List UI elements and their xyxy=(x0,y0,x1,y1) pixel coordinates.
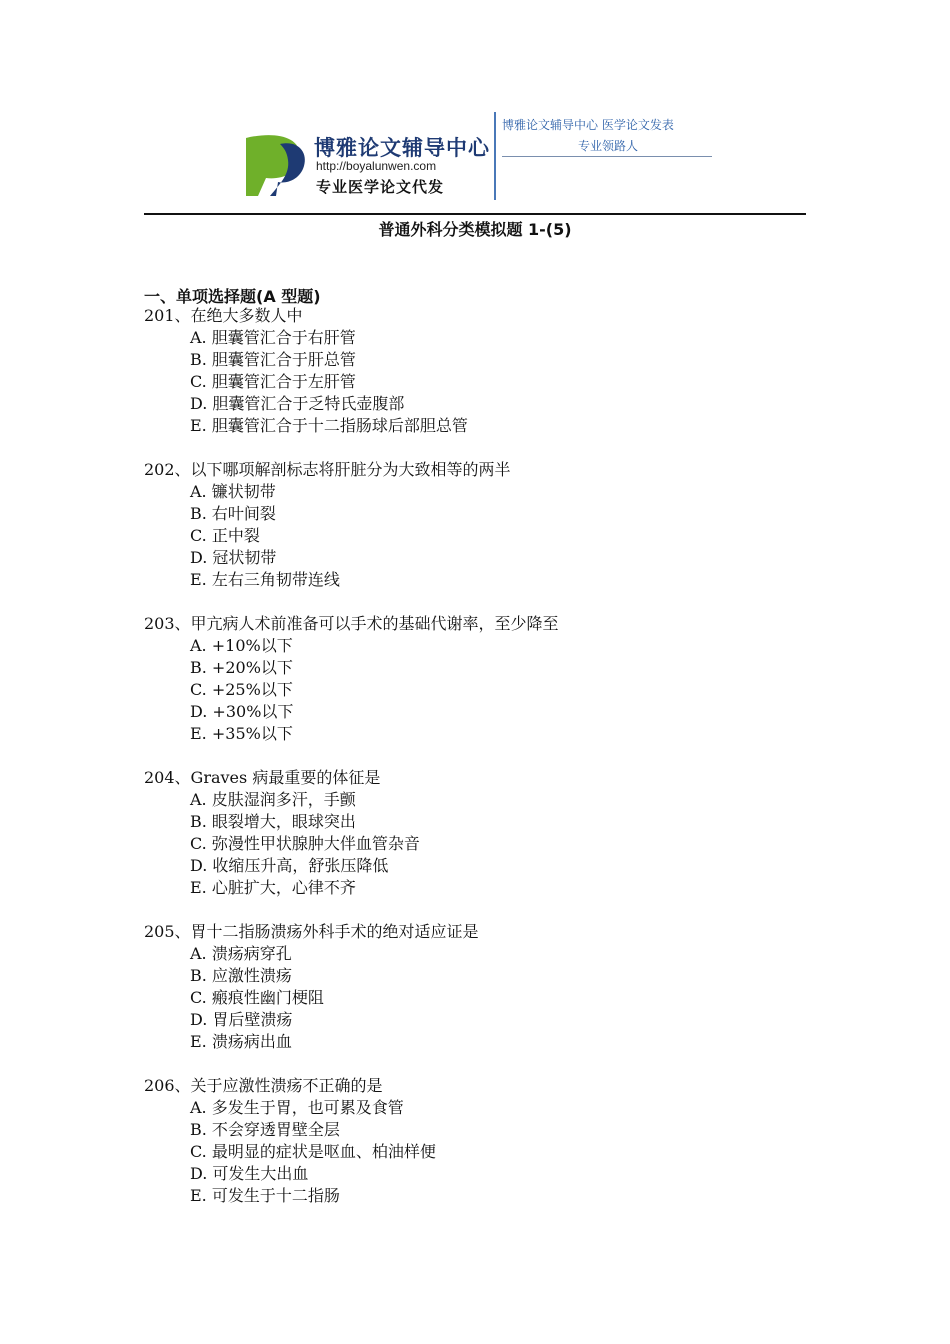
answer-option: E. 胆囊管汇合于十二指肠球后部胆总管 xyxy=(190,416,468,435)
answer-option: D. +30%以下 xyxy=(190,702,294,721)
question-stem: 201、在绝大多数人中 xyxy=(144,306,303,325)
question-stem: 202、以下哪项解剖标志将肝脏分为大致相等的两半 xyxy=(144,460,511,479)
header-divider xyxy=(494,112,496,200)
question-stem: 206、关于应激性溃疡不正确的是 xyxy=(144,1076,383,1095)
logo-slogan: 专业医学论文代发 xyxy=(316,178,445,196)
answer-option: D. 冠状韧带 xyxy=(190,548,277,567)
section-title: 一、单项选择题(A 型题) xyxy=(144,287,321,306)
answer-option: A. 皮肤湿润多汗，手颤 xyxy=(190,790,356,809)
tagline-underline xyxy=(502,156,712,157)
question-item xyxy=(144,613,824,745)
question-stem: 203、甲亢病人术前准备可以手术的基础代谢率，至少降至 xyxy=(144,614,559,633)
answer-option: D. 胆囊管汇合于乏特氏壶腹部 xyxy=(190,394,405,413)
question-item xyxy=(144,305,824,437)
answer-option: A. 胆囊管汇合于右肝管 xyxy=(190,328,356,347)
question-stem: 205、胃十二指肠溃疡外科手术的绝对适应证是 xyxy=(144,922,479,941)
brand-logo xyxy=(240,130,490,200)
document-header xyxy=(240,110,720,200)
answer-option: B. 不会穿透胃壁全层 xyxy=(190,1120,340,1139)
answer-option: B. 右叶间裂 xyxy=(190,504,276,523)
answer-option: E. 溃疡病出血 xyxy=(190,1032,292,1051)
header-tagline xyxy=(502,116,714,154)
answer-option: B. 应激性溃疡 xyxy=(190,966,292,985)
question-item xyxy=(144,1075,824,1207)
answer-option: B. 眼裂增大，眼球突出 xyxy=(190,812,356,831)
answer-option: A. 溃疡病穿孔 xyxy=(190,944,292,963)
tagline-line-1: 博雅论文辅导中心 医学论文发表 xyxy=(502,118,674,132)
answer-option: C. +25%以下 xyxy=(190,680,293,699)
answer-option: E. 左右三角韧带连线 xyxy=(190,570,340,589)
answer-option: C. 弥漫性甲状腺肿大伴血管杂音 xyxy=(190,834,420,853)
answer-option: C. 最明显的症状是呕血、柏油样便 xyxy=(190,1142,436,1161)
logo-title: 博雅论文辅导中心 xyxy=(314,136,490,160)
header-rule xyxy=(144,213,806,215)
answer-option: B. 胆囊管汇合于肝总管 xyxy=(190,350,356,369)
answer-option: A. +10%以下 xyxy=(190,636,293,655)
leaf-logo-icon xyxy=(240,130,310,200)
answer-option: A. 镰状韧带 xyxy=(190,482,276,501)
answer-option: B. +20%以下 xyxy=(190,658,293,677)
answer-option: C. 正中裂 xyxy=(190,526,260,545)
question-item xyxy=(144,767,824,899)
tagline-line-2: 专业领路人 xyxy=(577,139,638,153)
question-item xyxy=(144,921,824,1053)
answer-option: E. +35%以下 xyxy=(190,724,293,743)
logo-url: http://boyalunwen.com xyxy=(316,159,437,173)
document-title: 普通外科分类模拟题 1-(5) xyxy=(378,220,572,239)
answer-option: C. 胆囊管汇合于左肝管 xyxy=(190,372,356,391)
question-stem: 204、Graves 病最重要的体征是 xyxy=(144,768,381,787)
question-item xyxy=(144,459,824,591)
answer-option: E. 可发生于十二指肠 xyxy=(190,1186,340,1205)
answer-option: D. 收缩压升高，舒张压降低 xyxy=(190,856,389,875)
answer-option: D. 胃后壁溃疡 xyxy=(190,1010,293,1029)
answer-option: A. 多发生于胃，也可累及食管 xyxy=(190,1098,404,1117)
question-list xyxy=(144,305,824,1229)
answer-option: C. 瘢痕性幽门梗阻 xyxy=(190,988,324,1007)
answer-option: E. 心脏扩大，心律不齐 xyxy=(190,878,356,897)
answer-option: D. 可发生大出血 xyxy=(190,1164,309,1183)
